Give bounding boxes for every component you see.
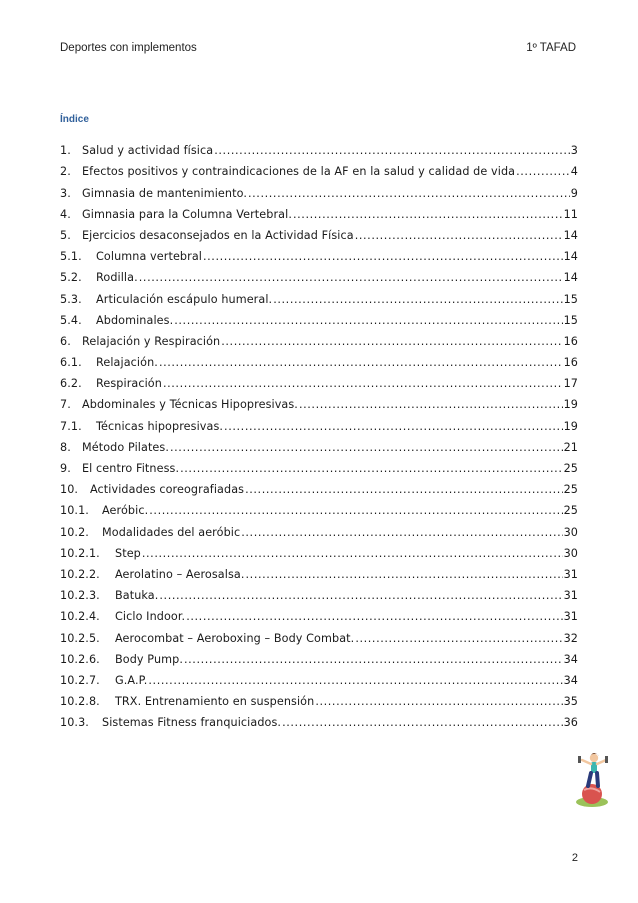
toc-entry-page[interactable]: 31 bbox=[563, 589, 578, 603]
toc-leader-dots bbox=[214, 143, 570, 157]
toc-entry-number: 5. bbox=[60, 228, 71, 242]
toc-entry-number: 5.1. bbox=[60, 250, 82, 264]
toc-entry-label[interactable]: Abdominales y Técnicas Hipopresivas. bbox=[82, 398, 298, 412]
table-of-contents bbox=[60, 136, 578, 729]
toc-leader-dots bbox=[516, 164, 570, 178]
fitness-woman-icon bbox=[570, 748, 616, 810]
toc-entry[interactable] bbox=[60, 454, 578, 475]
toc-entry-label[interactable]: Gimnasia para la Columna Vertebral. bbox=[82, 207, 292, 221]
toc-leader-dots bbox=[180, 461, 562, 475]
toc-leader-dots bbox=[163, 376, 563, 390]
toc-leader-dots bbox=[273, 292, 562, 306]
toc-entry[interactable] bbox=[60, 306, 578, 327]
toc-entry-page[interactable]: 21 bbox=[563, 440, 578, 454]
toc-entry-label[interactable]: Salud y actividad física bbox=[82, 144, 214, 158]
toc-entry[interactable] bbox=[60, 157, 578, 178]
toc-entry-number: 2. bbox=[60, 165, 71, 179]
toc-entry-label[interactable]: Body Pump. bbox=[115, 652, 183, 666]
toc-entry-page[interactable]: 25 bbox=[563, 483, 578, 497]
toc-entry-page[interactable]: 30 bbox=[563, 546, 578, 560]
toc-leader-dots bbox=[221, 334, 562, 348]
toc-entry-page[interactable]: 35 bbox=[563, 695, 578, 709]
toc-entry-page[interactable]: 15 bbox=[563, 313, 578, 327]
toc-entry[interactable] bbox=[60, 390, 578, 411]
toc-entry-label[interactable]: TRX. Entrenamiento en suspensión bbox=[115, 695, 315, 709]
toc-entry-number: 6.1. bbox=[60, 356, 82, 370]
toc-leader-dots bbox=[184, 652, 563, 666]
toc-entry-page[interactable]: 32 bbox=[563, 631, 578, 645]
toc-entry-label[interactable]: Modalidades del aeróbic bbox=[102, 525, 241, 539]
header-course: Deportes con implementos bbox=[60, 42, 197, 54]
toc-entry[interactable] bbox=[60, 475, 578, 496]
toc-leader-dots bbox=[159, 355, 563, 369]
toc-entry-number: 1. bbox=[60, 144, 71, 158]
toc-leader-dots bbox=[142, 546, 563, 560]
toc-leader-dots bbox=[246, 567, 563, 581]
header-group: 1º TAFAD bbox=[526, 42, 576, 54]
toc-entry-page[interactable]: 17 bbox=[563, 377, 578, 391]
toc-entry-label[interactable]: Abdominales. bbox=[96, 313, 174, 327]
toc-entry-label[interactable]: Método Pilates. bbox=[82, 440, 169, 454]
toc-entry-label[interactable]: Relajación. bbox=[96, 356, 158, 370]
toc-entry-page[interactable]: 19 bbox=[563, 398, 578, 412]
toc-entry[interactable] bbox=[60, 602, 578, 623]
toc-entry[interactable] bbox=[60, 263, 578, 284]
toc-leader-dots bbox=[170, 440, 563, 454]
toc-title: Índice bbox=[60, 114, 89, 125]
toc-leader-dots bbox=[282, 715, 562, 729]
toc-entry-page[interactable]: 31 bbox=[563, 567, 578, 581]
toc-leader-dots bbox=[203, 249, 563, 263]
toc-entry[interactable] bbox=[60, 560, 578, 581]
toc-entry-number: 9. bbox=[60, 462, 71, 475]
toc-leader-dots bbox=[174, 313, 562, 327]
toc-entry-label[interactable]: Ejercicios desaconsejados en la Actividad Física bbox=[82, 228, 354, 242]
toc-entry-page[interactable]: 9 bbox=[570, 186, 578, 200]
toc-entry-number: 5.4. bbox=[60, 313, 82, 327]
toc-entry-page[interactable]: 15 bbox=[563, 292, 578, 306]
toc-entry-number: 10.2.5. bbox=[60, 631, 100, 645]
toc-leader-dots bbox=[186, 609, 562, 623]
toc-entry-label[interactable]: Respiración bbox=[96, 377, 162, 391]
toc-entry-page[interactable]: 16 bbox=[563, 356, 578, 370]
toc-entry[interactable] bbox=[60, 708, 578, 729]
toc-entry-page[interactable]: 14 bbox=[563, 250, 578, 264]
toc-entry[interactable] bbox=[60, 687, 578, 708]
toc-entry-label[interactable]: Gimnasia de mantenimiento. bbox=[82, 186, 247, 200]
page-number: 2 bbox=[571, 852, 578, 864]
toc-entry-number: 10.2.3. bbox=[60, 589, 100, 603]
toc-entry-number: 10.2.8. bbox=[60, 695, 100, 709]
toc-entry[interactable] bbox=[60, 411, 578, 432]
toc-entry[interactable] bbox=[60, 496, 578, 517]
toc-entry[interactable] bbox=[60, 348, 578, 369]
toc-entry-number: 10.2.1. bbox=[60, 546, 100, 560]
toc-leader-dots bbox=[224, 419, 563, 433]
toc-entry[interactable] bbox=[60, 517, 578, 538]
toc-entry-label[interactable]: G.A.P. bbox=[115, 673, 148, 687]
toc-leader-dots bbox=[293, 207, 563, 221]
toc-leader-dots bbox=[159, 588, 562, 602]
toc-entry-page[interactable]: 34 bbox=[563, 673, 578, 687]
toc-leader-dots bbox=[139, 270, 563, 284]
toc-leader-dots bbox=[241, 525, 562, 539]
toc-entry[interactable] bbox=[60, 178, 578, 199]
toc-entry-label[interactable]: Sistemas Fitness franquiciados. bbox=[102, 716, 282, 730]
toc-entry-number: 10.2. bbox=[60, 525, 89, 539]
toc-entry-page[interactable]: 14 bbox=[563, 228, 578, 242]
toc-entry-number: 10.2.6. bbox=[60, 652, 100, 666]
toc-entry-page[interactable]: 19 bbox=[563, 419, 578, 433]
toc-entry-label[interactable]: Batuka. bbox=[115, 589, 159, 603]
toc-entry-page[interactable]: 25 bbox=[563, 462, 578, 475]
toc-entry-page[interactable]: 25 bbox=[563, 504, 578, 518]
toc-entry[interactable] bbox=[60, 581, 578, 602]
toc-entry-label[interactable]: Columna vertebral bbox=[96, 250, 202, 264]
toc-entry-number: 5.2. bbox=[60, 271, 82, 285]
toc-entry-number: 7. bbox=[60, 398, 71, 412]
toc-entry-label[interactable]: Efectos positivos y contraindicaciones de la AF en la salud y calidad de vida bbox=[82, 165, 516, 179]
toc-entry[interactable] bbox=[60, 539, 578, 560]
toc-entry[interactable] bbox=[60, 221, 578, 242]
toc-entry[interactable] bbox=[60, 433, 578, 454]
toc-entry-label[interactable]: Aerolatino – Aerosalsa. bbox=[115, 567, 245, 581]
toc-entry-label[interactable]: Actividades coreografiadas bbox=[90, 483, 245, 497]
toc-entry-page[interactable]: 30 bbox=[563, 525, 578, 539]
toc-leader-dots bbox=[355, 228, 563, 242]
toc-entry[interactable] bbox=[60, 200, 578, 221]
toc-entry-page[interactable]: 14 bbox=[563, 271, 578, 285]
toc-entry-number: 8. bbox=[60, 440, 71, 454]
toc-entry-number: 10.2.4. bbox=[60, 610, 100, 624]
toc-leader-dots bbox=[149, 503, 562, 517]
toc-entry[interactable] bbox=[60, 645, 578, 666]
toc-entry-label[interactable]: Articulación escápulo humeral. bbox=[96, 292, 273, 306]
toc-leader-dots bbox=[148, 673, 562, 687]
toc-entry[interactable] bbox=[60, 369, 578, 390]
toc-leader-dots bbox=[315, 694, 562, 708]
toc-entry-number: 5.3. bbox=[60, 292, 82, 306]
toc-entry-number: 6.2. bbox=[60, 377, 82, 391]
toc-entry-page[interactable]: 4 bbox=[570, 165, 578, 179]
toc-entry-page[interactable]: 3 bbox=[570, 144, 578, 158]
toc-entry-number: 10.1. bbox=[60, 504, 89, 518]
toc-entry-label[interactable]: Step bbox=[115, 546, 141, 560]
toc-entry-number: 6. bbox=[60, 334, 71, 348]
toc-entry-number: 10.2.7. bbox=[60, 673, 100, 687]
page-header bbox=[60, 42, 576, 54]
toc-entry-number: 3. bbox=[60, 186, 71, 200]
toc-entry-label[interactable]: Ciclo Indoor. bbox=[115, 610, 186, 624]
toc-entry[interactable] bbox=[60, 623, 578, 644]
toc-entry-number: 4. bbox=[60, 207, 71, 221]
toc-entry-number: 10.2.2. bbox=[60, 567, 100, 581]
toc-leader-dots bbox=[245, 482, 562, 496]
toc-entry-label[interactable]: Aerocombat – Aeroboxing – Body Combat. bbox=[115, 631, 355, 645]
toc-entry-number: 7.1. bbox=[60, 419, 82, 433]
toc-entry[interactable] bbox=[60, 242, 578, 263]
toc-entry-page[interactable]: 16 bbox=[563, 334, 578, 348]
toc-leader-dots bbox=[248, 186, 570, 200]
toc-entry-label[interactable]: Aeróbic. bbox=[102, 504, 149, 518]
toc-entry[interactable] bbox=[60, 327, 578, 348]
toc-entry-label[interactable]: Técnicas hipopresivas. bbox=[96, 419, 224, 433]
toc-entry-page[interactable]: 31 bbox=[563, 610, 578, 624]
toc-entry-label[interactable]: Rodilla. bbox=[96, 271, 138, 285]
toc-entry-label[interactable]: Relajación y Respiración bbox=[82, 334, 221, 348]
toc-entry-number: 10.3. bbox=[60, 716, 89, 730]
toc-leader-dots bbox=[299, 397, 563, 411]
toc-entry-page[interactable]: 36 bbox=[563, 716, 578, 730]
toc-entry[interactable] bbox=[60, 666, 578, 687]
toc-entry[interactable] bbox=[60, 136, 578, 157]
toc-entry-number: 10. bbox=[60, 483, 79, 497]
toc-entry-page[interactable]: 11 bbox=[563, 207, 578, 221]
toc-entry[interactable] bbox=[60, 284, 578, 305]
toc-entry-label[interactable]: El centro Fitness. bbox=[82, 462, 180, 475]
toc-leader-dots bbox=[355, 631, 562, 645]
toc-entry-page[interactable]: 34 bbox=[563, 652, 578, 666]
